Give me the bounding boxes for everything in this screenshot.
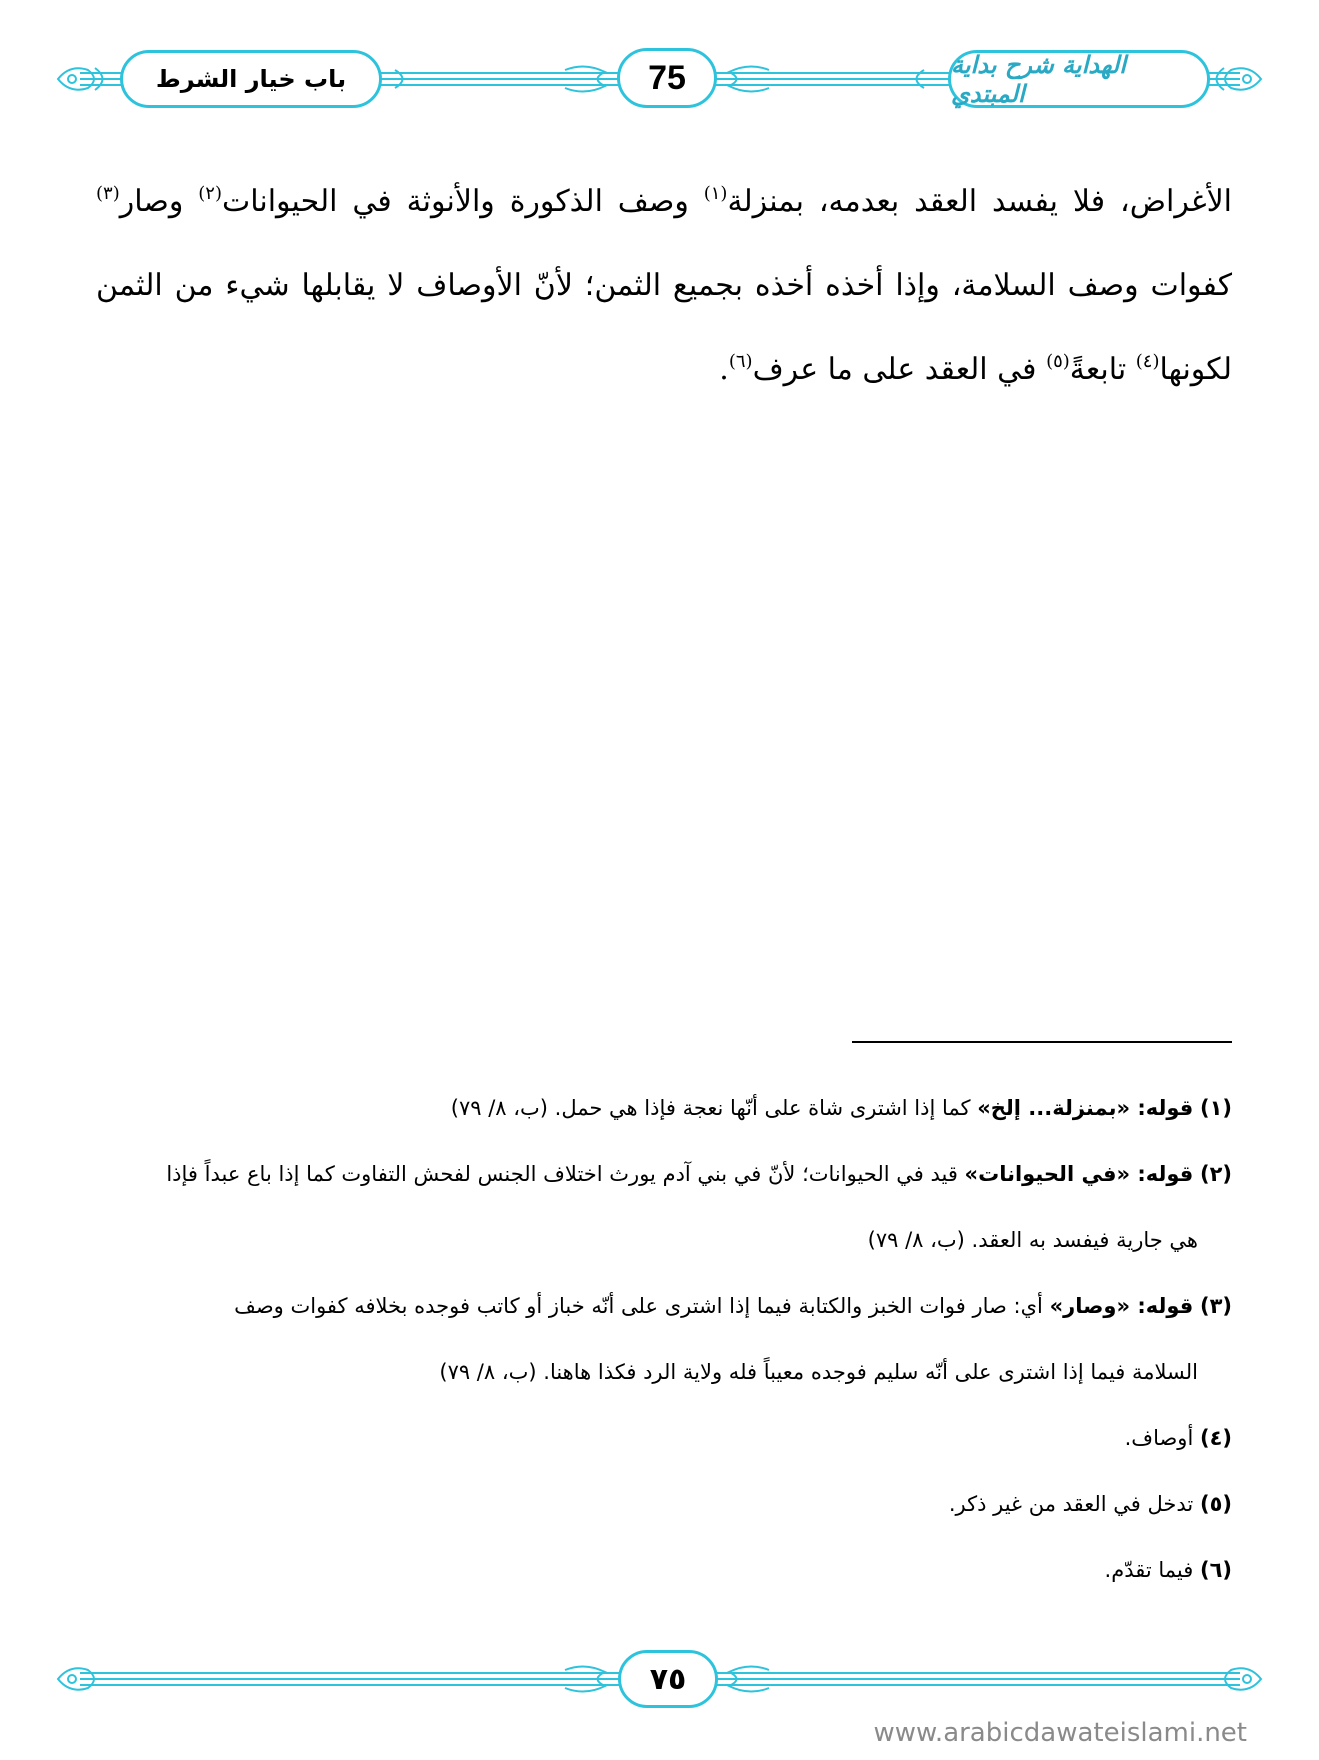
text-run: . (719, 352, 729, 387)
footer-page-number-badge (618, 1650, 718, 1708)
footnote-item (96, 1471, 1232, 1537)
footnote-number: (٢) (1199, 1162, 1232, 1186)
text-run: وصف الذكورة والأنوثة في الحيوانات (221, 184, 704, 219)
footnote-text: أوصاف. (1124, 1426, 1200, 1450)
chapter-title-badge (120, 50, 382, 108)
footnote-text: تدخل في العقد من غير ذكر. (948, 1492, 1200, 1516)
footnote-number: (١) (1199, 1096, 1232, 1120)
footnote-continuation: هي جارية فيفسد به العقد. (ب، ٨/ ٧٩) (867, 1228, 1198, 1252)
main-text-block (96, 160, 1232, 412)
footnote-ref-5[interactable]: (٥) (1046, 351, 1070, 372)
watermark-url: www.arabicdawateislami.net (873, 1718, 1247, 1748)
page-header (0, 0, 1319, 130)
text-run: تابعةً (1069, 352, 1136, 387)
footnote-number: (٦) (1199, 1558, 1232, 1582)
footnote-text: أي: صار فوات الخبز والكتابة فيما إذا اشترى على أنّه خباز أو كاتب فوجده بخلافه كفوات وصف (234, 1294, 1050, 1318)
book-logo-text: الهداية شرح بداية المبتدي (951, 50, 1126, 108)
footnote-ref-2[interactable]: (٢) (198, 183, 222, 204)
page-number-badge (617, 48, 717, 108)
text-run: كفوات وصف السلامة، وإذا أخذه أخذه بجميع الثمن؛ لأنّ الأوصاف لا يقابلها شيء من الثمن لكونها (96, 268, 1232, 387)
footnote-separator (852, 1041, 1232, 1043)
footnote-ref-6[interactable]: (٦) (728, 351, 753, 372)
chapter-title: باب خيار الشرط (155, 65, 347, 93)
footnote-item (96, 1405, 1232, 1471)
footnote-item (96, 1273, 1232, 1405)
footnote-ref-1[interactable]: (١) (703, 183, 728, 204)
footnote-text: كما إذا اشترى شاة على أنّها نعجة فإذا هي حمل. (ب، ٨/ ٧٩) (450, 1096, 978, 1120)
page-footer (0, 1640, 1319, 1730)
page-number: 75 (648, 58, 686, 97)
footnote-text: قيد في الحيوانات؛ لأنّ في بني آدم يورث اختلاف الجنس لفحش التفاوت كما إذا باع عبداً فإذا (166, 1162, 965, 1186)
footnote-number: (٤) (1199, 1426, 1232, 1450)
book-logo-badge (948, 50, 1210, 108)
footnote-keyword: قوله: «بمنزلة... إلخ» (977, 1096, 1194, 1120)
footnote-text: فيما تقدّم. (1104, 1558, 1200, 1582)
footnote-item (96, 1537, 1232, 1603)
footnote-number: (٣) (1199, 1294, 1232, 1318)
footnote-item (96, 1075, 1232, 1141)
footnote-item (96, 1141, 1232, 1273)
footnotes-section (96, 1075, 1232, 1603)
footnote-ref-4[interactable]: (٤) (1135, 351, 1160, 372)
footnote-ref-3[interactable]: (٣) (96, 183, 120, 204)
main-paragraph (96, 160, 1232, 412)
footnote-keyword: قوله: «في الحيوانات» (964, 1162, 1194, 1186)
footnote-keyword: قوله: «وصار» (1049, 1294, 1194, 1318)
footer-page-number: ٧٥ (649, 1661, 687, 1697)
footnote-number: (٥) (1199, 1492, 1232, 1516)
text-run: في العقد على ما عرف (752, 352, 1047, 387)
footnote-continuation: السلامة فيما إذا اشترى على أنّه سليم فوجده معيباً فله ولاية الرد فكذا هاهنا. (ب، ٨/ ٧٩) (439, 1360, 1198, 1384)
text-run: الأغراض، فلا يفسد العقد بعدمه، بمنزلة (727, 184, 1233, 219)
text-run: وصار (119, 184, 199, 219)
